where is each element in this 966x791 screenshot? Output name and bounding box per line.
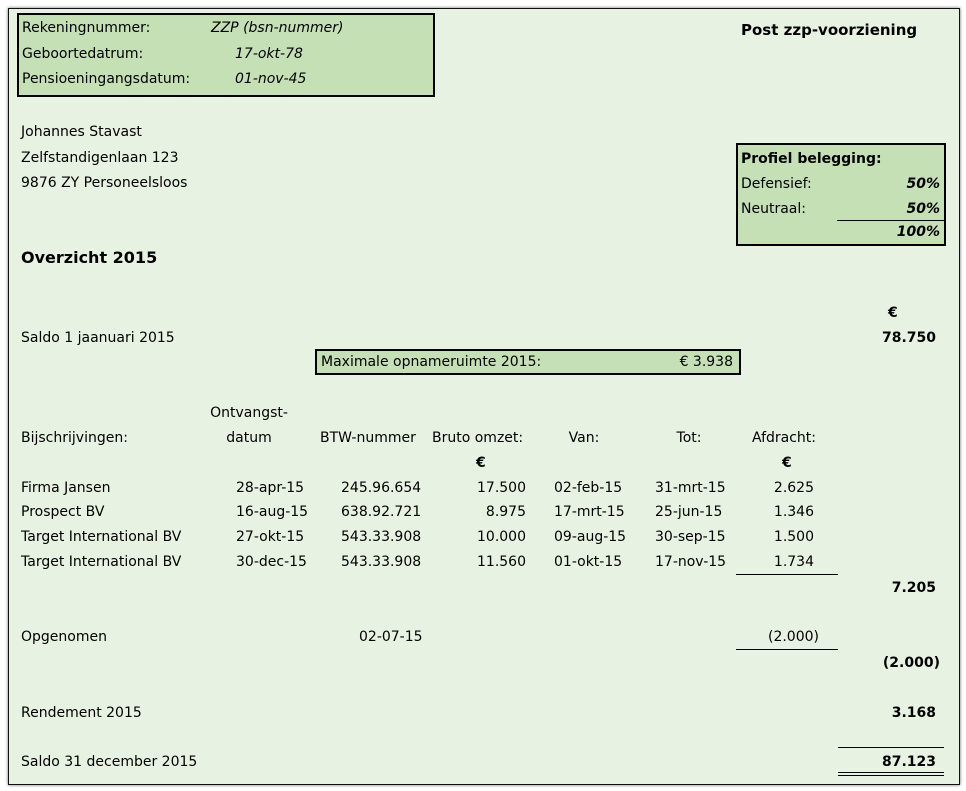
withdrawn-label: Opgenomen	[21, 629, 107, 645]
address-name: Johannes Stavast	[21, 124, 142, 140]
max-withdrawal-label: Maximale opnameruimte 2015:	[321, 354, 542, 370]
overview-title: Overzicht 2015	[21, 248, 158, 267]
deposits-label: Bijschrijvingen:	[21, 430, 128, 446]
paid-currency-symbol: €	[782, 455, 792, 471]
balance-currency-symbol: €	[888, 305, 898, 321]
withdrawn-amount: (2.000)	[767, 629, 819, 645]
opening-balance-value: 78.750	[881, 330, 936, 346]
profile-heading: Profiel belegging:	[741, 151, 882, 167]
row-gross: 8.975	[485, 504, 526, 520]
withdrawn-date: 02-07-15	[359, 629, 423, 645]
row-paid: 1.346	[773, 504, 814, 520]
row-name: Target International BV	[21, 554, 182, 570]
birth-date-label: Geboortedatrum:	[22, 46, 144, 62]
profile-divider	[837, 220, 944, 221]
max-withdrawal-box	[315, 349, 741, 375]
row-date: 27-okt-15	[236, 529, 305, 545]
row-paid: 1.734	[773, 554, 814, 570]
row-to: 25-jun-15	[655, 504, 723, 520]
row-from: 02-feb-15	[554, 480, 623, 496]
header-from: Van:	[568, 430, 600, 446]
closing-double-rule-1	[838, 772, 944, 773]
row-paid: 2.625	[773, 480, 814, 496]
row-vat: 543.33.908	[341, 554, 422, 570]
header-to: Tot:	[676, 430, 702, 446]
page-title: Post zzp-voorziening	[741, 21, 918, 39]
header-gross: Bruto omzet:	[432, 430, 524, 446]
deposits-subtotal-rule	[736, 574, 838, 575]
header-received-top: Ontvangst-	[210, 405, 288, 421]
withdrawn-total: (2.000)	[882, 655, 940, 671]
opening-balance-label: Saldo 1 jaanuari 2015	[21, 330, 175, 346]
row-to: 30-sep-15	[655, 529, 726, 545]
birth-date-value: 17-okt-78	[235, 46, 303, 62]
return-value: 3.168	[891, 705, 936, 721]
address-city: 9876 ZY Personeelsloos	[21, 175, 188, 191]
row-vat: 638.92.721	[341, 504, 422, 520]
profile-defensive-label: Defensief:	[741, 176, 812, 192]
row-name: Target International BV	[21, 529, 182, 545]
account-number-label: Rekeningnummer:	[22, 20, 151, 36]
row-gross: 10.000	[477, 529, 526, 545]
profile-neutral-value: 50%	[906, 201, 940, 217]
profile-defensive-value: 50%	[906, 176, 940, 192]
closing-top-rule	[838, 747, 944, 748]
row-gross: 17.500	[477, 480, 526, 496]
closing-double-rule-2	[838, 775, 944, 776]
row-to: 31-mrt-15	[655, 480, 726, 496]
closing-balance-value: 87.123	[881, 754, 936, 770]
row-name: Prospect BV	[21, 504, 105, 520]
account-number-value: ZZP (bsn-nummer)	[211, 20, 344, 36]
row-vat: 245.96.654	[341, 480, 422, 496]
max-withdrawal-value: € 3.938	[679, 354, 733, 370]
address-street: Zelfstandigenlaan 123	[21, 150, 179, 166]
row-date: 30-dec-15	[236, 554, 307, 570]
account-info-box	[17, 13, 435, 97]
row-from: 17-mrt-15	[554, 504, 625, 520]
row-vat: 543.33.908	[341, 529, 422, 545]
row-to: 17-nov-15	[655, 554, 727, 570]
profile-total-value: 100%	[896, 224, 940, 240]
deposits-total: 7.205	[891, 580, 936, 596]
header-received-bottom: datum	[226, 430, 272, 446]
row-from: 09-aug-15	[554, 529, 627, 545]
header-vat: BTW-nummer	[320, 430, 416, 446]
gross-currency-symbol: €	[476, 455, 486, 471]
withdrawn-rule	[736, 649, 838, 650]
row-date: 28-apr-15	[236, 480, 305, 496]
row-date: 16-aug-15	[236, 504, 309, 520]
profile-neutral-label: Neutraal:	[741, 201, 806, 217]
return-label: Rendement 2015	[21, 705, 142, 721]
pension-date-label: Pensioeningangsdatum:	[22, 71, 191, 87]
investment-profile-box	[736, 143, 946, 246]
row-paid: 1.500	[773, 529, 814, 545]
row-from: 01-okt-15	[554, 554, 623, 570]
row-gross: 11.560	[477, 554, 526, 570]
pension-date-value: 01-nov-45	[235, 71, 307, 87]
row-name: Firma Jansen	[21, 480, 111, 496]
header-paid: Afdracht:	[752, 430, 817, 446]
closing-balance-label: Saldo 31 december 2015	[21, 754, 198, 770]
statement-sheet	[8, 8, 960, 785]
